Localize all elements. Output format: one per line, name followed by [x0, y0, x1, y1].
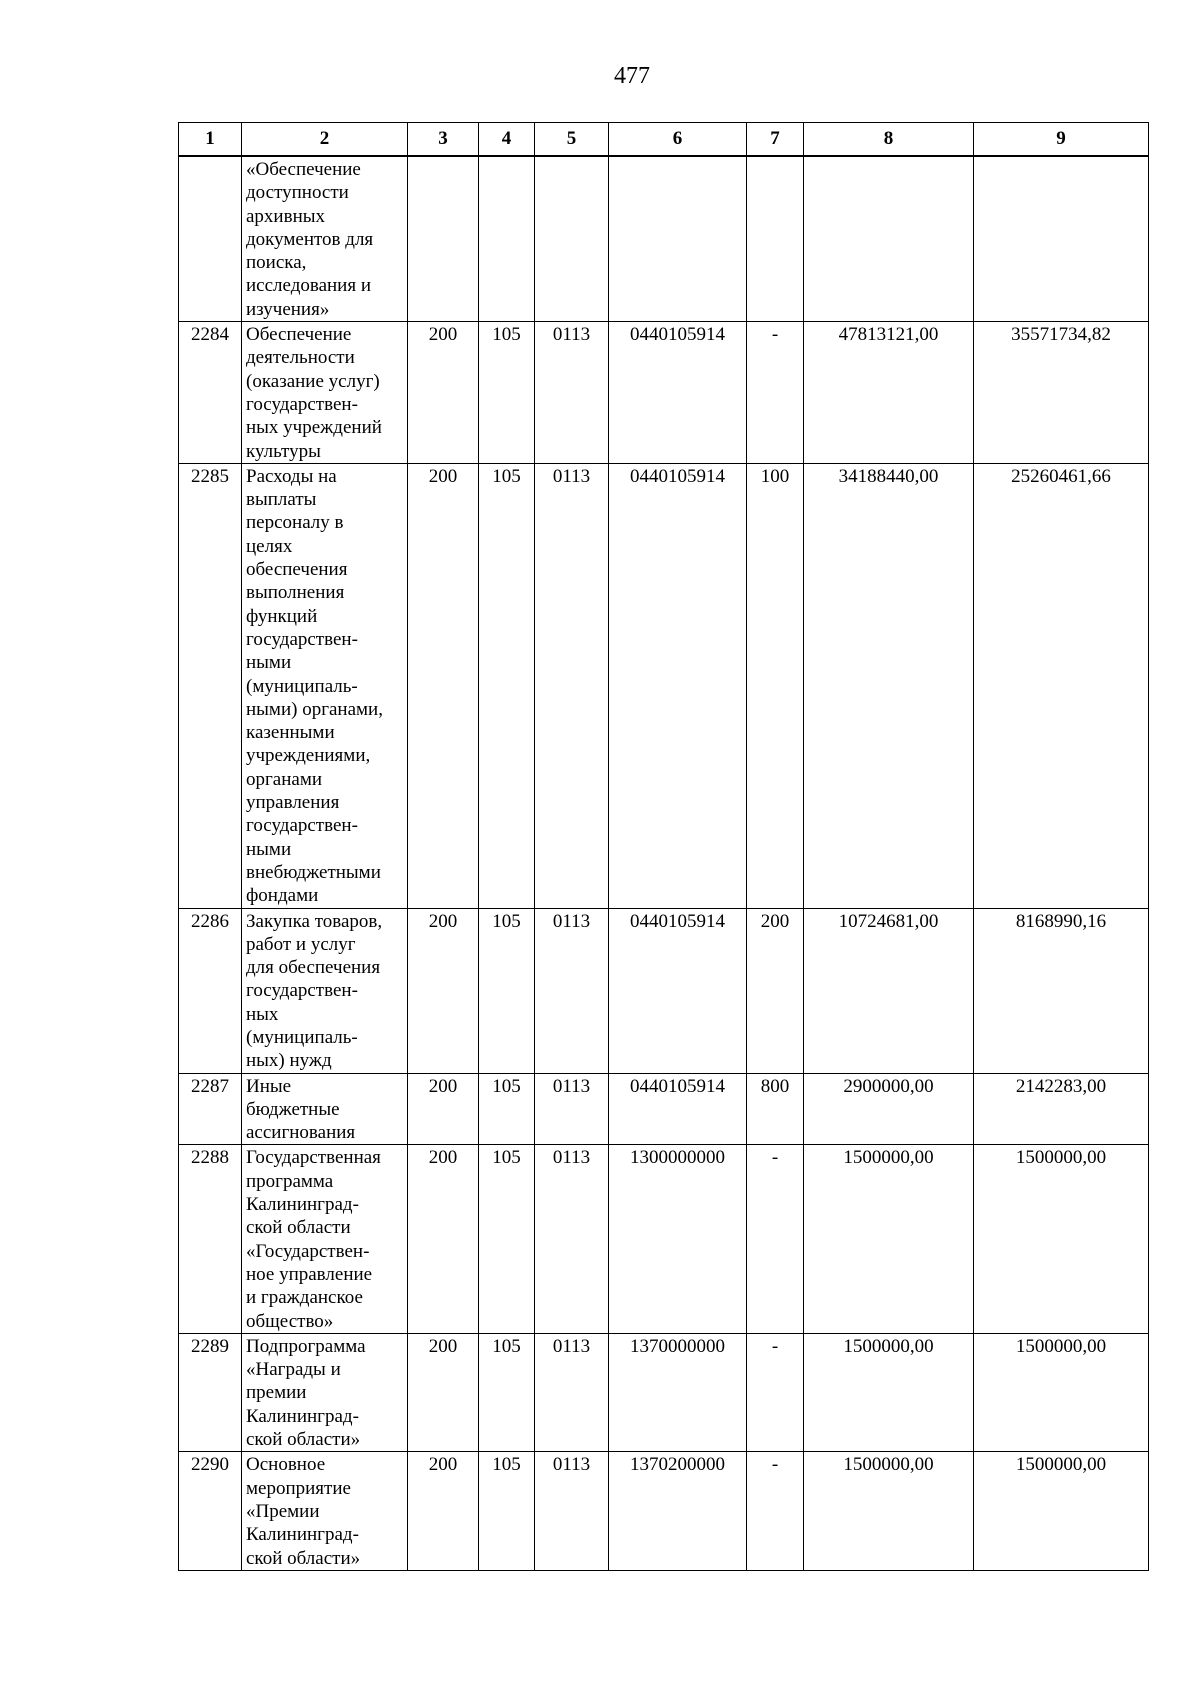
description-line: выплаты	[246, 489, 317, 511]
row-col8-cell: 34188440,00	[804, 463, 974, 908]
row-description-cell	[242, 1145, 408, 1333]
row-col5-cell: 0113	[535, 908, 609, 1073]
row-col6-cell: 0440105914	[609, 463, 747, 908]
row-col7-cell: -	[747, 1333, 804, 1451]
description-line: Калининград-	[246, 1524, 359, 1546]
row-col6-cell	[609, 156, 747, 322]
description-line: премии	[246, 1382, 307, 1404]
description-line: ской области»	[246, 1429, 361, 1451]
row-col3-cell	[408, 156, 479, 322]
row-col4-cell	[479, 156, 535, 322]
row-col3-cell: 200	[408, 908, 479, 1073]
description-line: «Награды и	[246, 1359, 341, 1381]
description-line: Калининград-	[246, 1405, 359, 1427]
row-col7-cell: 100	[747, 463, 804, 908]
description-line: Подпрограмма	[246, 1335, 366, 1357]
row-number-cell: 2289	[179, 1333, 242, 1451]
row-col7-cell: -	[747, 1145, 804, 1333]
description-line: Иные	[246, 1075, 292, 1097]
table-row	[179, 1333, 1149, 1451]
row-col9-cell: 25260461,66	[974, 463, 1149, 908]
row-col6-cell: 1370200000	[609, 1452, 747, 1570]
row-col3-cell: 200	[408, 1333, 479, 1451]
row-col3-cell: 200	[408, 322, 479, 464]
description-line: Калининград-	[246, 1194, 359, 1216]
header-cell: 7	[747, 123, 804, 157]
table-row	[179, 1145, 1149, 1333]
row-col4-cell: 105	[479, 908, 535, 1073]
row-col7-cell: -	[747, 322, 804, 464]
description-line: ными) органами,	[246, 698, 383, 720]
row-col3-cell: 200	[408, 1452, 479, 1570]
table-row	[179, 463, 1149, 908]
row-col5-cell: 0113	[535, 1145, 609, 1333]
description-line: ными	[246, 838, 292, 860]
description-line: ской области	[246, 1217, 351, 1239]
description-line: Основное	[246, 1454, 326, 1476]
description-line: персоналу в	[246, 512, 344, 534]
row-col3-cell: 200	[408, 1145, 479, 1333]
table-row	[179, 322, 1149, 464]
row-number-cell: 2290	[179, 1452, 242, 1570]
description-line: Закупка товаров,	[246, 910, 383, 932]
row-col6-cell: 0440105914	[609, 1073, 747, 1145]
row-col8-cell: 10724681,00	[804, 908, 974, 1073]
description-line: изучения»	[246, 298, 330, 320]
page-number: 477	[614, 63, 650, 89]
row-col5-cell: 0113	[535, 463, 609, 908]
row-col4-cell: 105	[479, 1333, 535, 1451]
description-line: (оказание услуг)	[246, 370, 380, 392]
description-line: «Обеспечение	[246, 159, 361, 180]
description-line: бюджетные	[246, 1098, 340, 1120]
description-line: поиска,	[246, 252, 307, 274]
row-col8-cell	[804, 156, 974, 322]
description-line: целях	[246, 535, 293, 557]
description-line: управления	[246, 792, 340, 814]
row-col6-cell: 0440105914	[609, 908, 747, 1073]
table-row	[179, 1452, 1149, 1570]
row-col5-cell	[535, 156, 609, 322]
description-line: учреждениями,	[246, 745, 371, 767]
description-line: ное управление	[246, 1263, 373, 1285]
description-line: и гражданское	[246, 1287, 363, 1309]
header-cell: 1	[179, 123, 242, 157]
row-col4-cell: 105	[479, 463, 535, 908]
row-description-cell	[242, 1333, 408, 1451]
description-line: архивных	[246, 205, 326, 227]
description-line: (муниципаль-	[246, 1026, 358, 1048]
row-col7-cell: 200	[747, 908, 804, 1073]
description-line: доступности	[246, 182, 349, 204]
description-line: культуры	[246, 440, 321, 462]
row-col6-cell: 0440105914	[609, 322, 747, 464]
description-line: для обеспечения	[246, 957, 381, 979]
row-col4-cell: 105	[479, 1073, 535, 1145]
description-line: программа	[246, 1170, 334, 1192]
description-line: внебюджетными	[246, 861, 381, 883]
description-line: государствен-	[246, 815, 358, 837]
description-line: документов для	[246, 228, 374, 250]
row-col4-cell: 105	[479, 1452, 535, 1570]
row-description-cell	[242, 156, 408, 322]
description-line: выполнения	[246, 582, 345, 604]
row-col9-cell	[974, 156, 1149, 322]
description-line: обеспечения	[246, 559, 348, 581]
header-row	[179, 123, 1149, 157]
row-col7-cell: 800	[747, 1073, 804, 1145]
row-col9-cell: 1500000,00	[974, 1145, 1149, 1333]
header-cell: 8	[804, 123, 974, 157]
description-line: ных учреждений	[246, 417, 382, 439]
description-line: государствен-	[246, 393, 358, 415]
description-line: функций	[246, 605, 318, 627]
description-line: общество»	[246, 1310, 334, 1332]
header-cell: 3	[408, 123, 479, 157]
description-line: ассигнования	[246, 1122, 356, 1144]
row-col8-cell: 1500000,00	[804, 1452, 974, 1570]
description-line: «Государствен-	[246, 1240, 370, 1262]
row-col8-cell: 47813121,00	[804, 322, 974, 464]
row-col8-cell: 2900000,00	[804, 1073, 974, 1145]
description-line: государствен-	[246, 628, 358, 650]
description-line: органами	[246, 768, 323, 790]
description-line: ными	[246, 652, 292, 674]
header-cell: 9	[974, 123, 1149, 157]
row-number-cell: 2284	[179, 322, 242, 464]
description-line: фондами	[246, 885, 319, 907]
row-description-cell	[242, 463, 408, 908]
row-col9-cell: 8168990,16	[974, 908, 1149, 1073]
description-line: (муниципаль-	[246, 675, 358, 697]
row-description-cell	[242, 1452, 408, 1570]
row-col3-cell: 200	[408, 1073, 479, 1145]
row-number-cell	[179, 156, 242, 322]
row-col8-cell: 1500000,00	[804, 1333, 974, 1451]
description-line: работ и услуг	[246, 933, 356, 955]
row-col5-cell: 0113	[535, 1073, 609, 1145]
row-col9-cell: 2142283,00	[974, 1073, 1149, 1145]
row-col6-cell: 1370000000	[609, 1333, 747, 1451]
header-cell: 2	[242, 123, 408, 157]
description-line: мероприятие	[246, 1477, 351, 1499]
description-line: Расходы на	[246, 465, 337, 487]
table-row	[179, 156, 1149, 322]
row-col7-cell	[747, 156, 804, 322]
row-number-cell: 2286	[179, 908, 242, 1073]
row-col4-cell: 105	[479, 322, 535, 464]
description-line: деятельности	[246, 347, 355, 369]
header-cell: 4	[479, 123, 535, 157]
row-col3-cell: 200	[408, 463, 479, 908]
description-line: Государственная	[246, 1147, 381, 1169]
row-col8-cell: 1500000,00	[804, 1145, 974, 1333]
header-cell: 5	[535, 123, 609, 157]
row-number-cell: 2287	[179, 1073, 242, 1145]
row-col4-cell: 105	[479, 1145, 535, 1333]
row-col9-cell: 1500000,00	[974, 1333, 1149, 1451]
header-cell: 6	[609, 123, 747, 157]
row-description-cell	[242, 322, 408, 464]
row-col5-cell: 0113	[535, 1333, 609, 1451]
row-description-cell	[242, 1073, 408, 1145]
row-number-cell: 2288	[179, 1145, 242, 1333]
row-description-cell	[242, 908, 408, 1073]
description-line: казенными	[246, 722, 335, 744]
description-line: ных) нужд	[246, 1050, 332, 1072]
row-col9-cell: 1500000,00	[974, 1452, 1149, 1570]
description-line: исследования и	[246, 275, 372, 297]
row-number-cell: 2285	[179, 463, 242, 908]
table-row	[179, 908, 1149, 1073]
row-col5-cell: 0113	[535, 1452, 609, 1570]
description-line: Обеспечение	[246, 324, 352, 346]
budget-table	[178, 122, 1149, 1571]
description-line: ных	[246, 1003, 279, 1025]
description-line: «Премии	[246, 1500, 320, 1522]
row-col5-cell: 0113	[535, 322, 609, 464]
row-col9-cell: 35571734,82	[974, 322, 1149, 464]
row-col6-cell: 1300000000	[609, 1145, 747, 1333]
table-row	[179, 1073, 1149, 1145]
description-line: ской области»	[246, 1547, 361, 1569]
row-col7-cell: -	[747, 1452, 804, 1570]
description-line: государствен-	[246, 980, 358, 1002]
